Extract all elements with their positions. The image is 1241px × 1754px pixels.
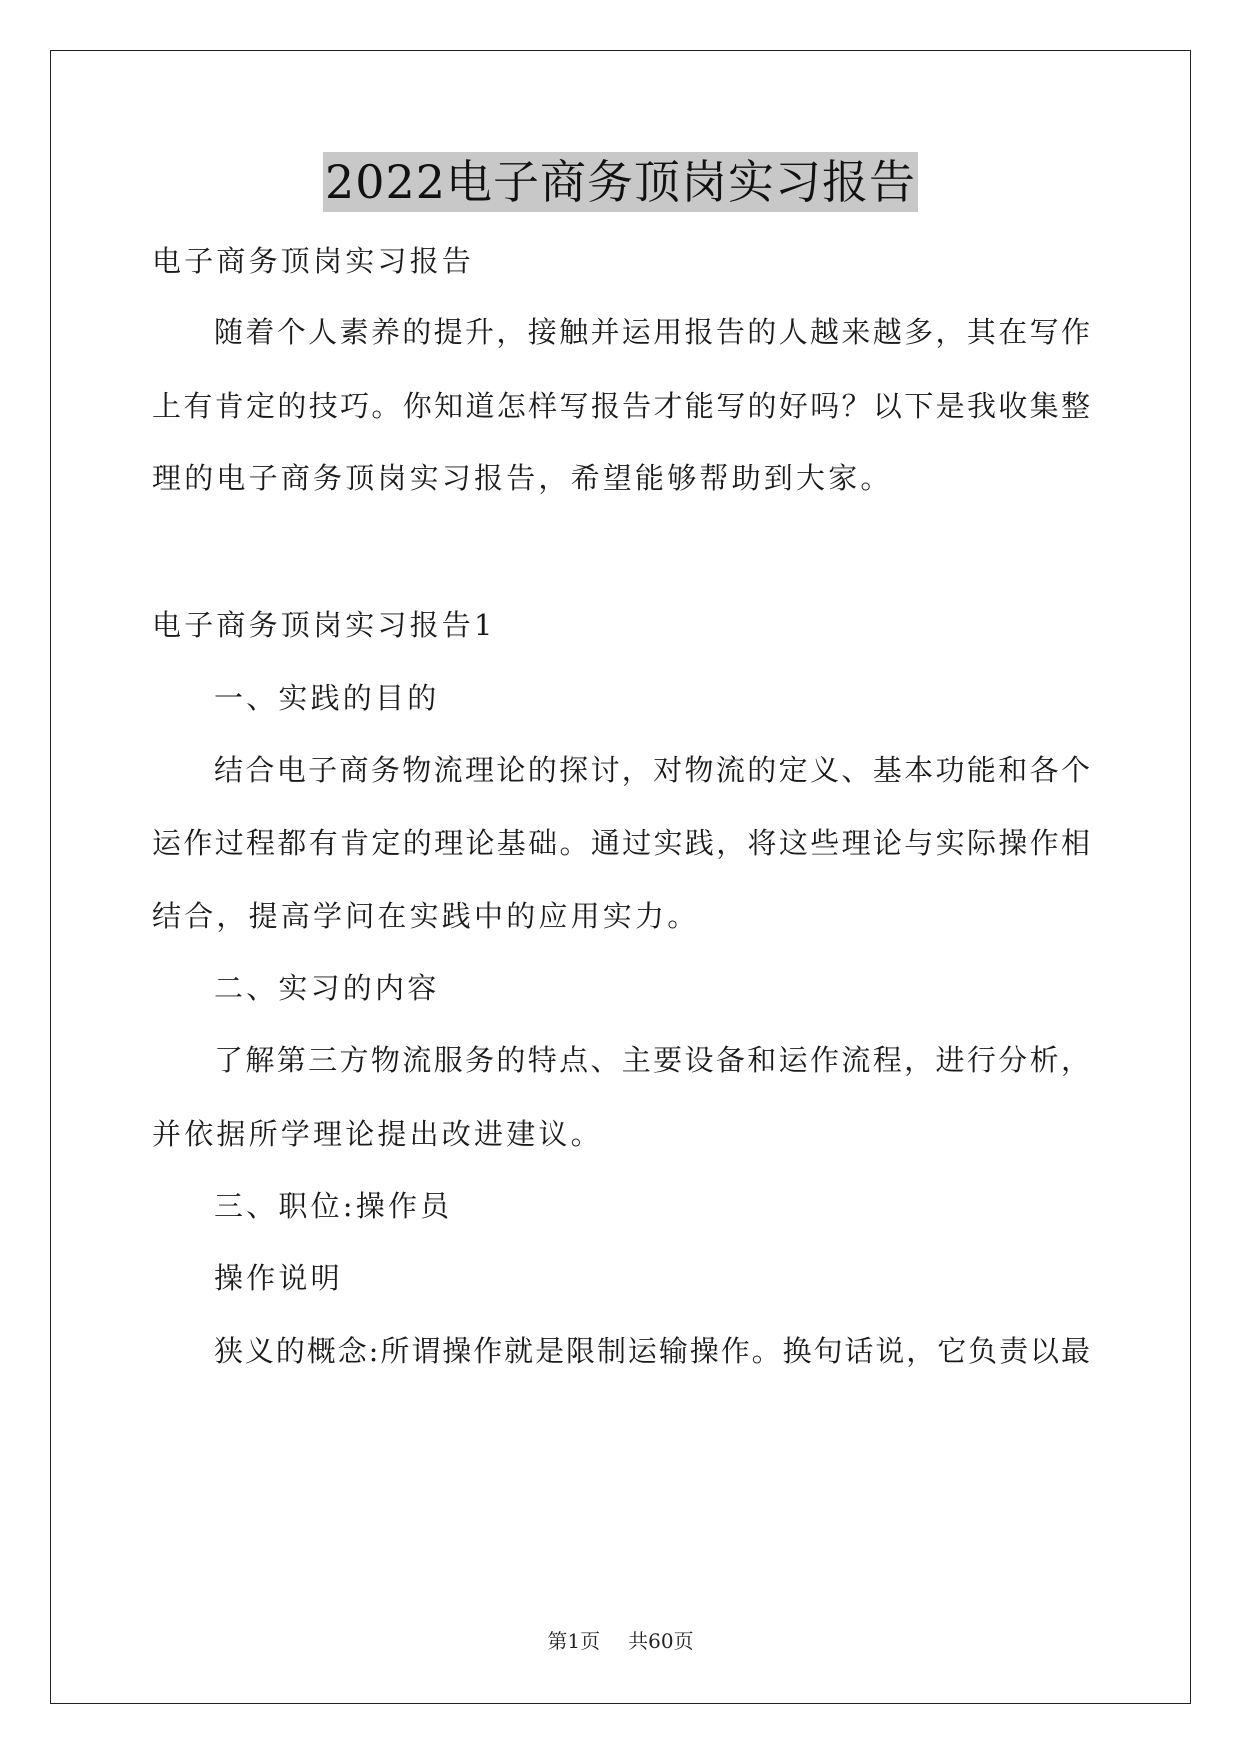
paragraph-line: 狭义的概念:所谓操作就是限制运输操作。换句话说，它负责以最 bbox=[214, 1334, 1090, 1368]
paragraph-line: 上有肯定的技巧。你知道怎样写报告才能写的好吗？以下是我收集整 bbox=[152, 389, 1090, 423]
subsection-heading: 一、实践的目的 bbox=[214, 681, 440, 715]
paragraph-line: 结合电子商务物流理论的探讨，对物流的定义、基本功能和各个 bbox=[214, 753, 1090, 787]
section-heading: 电子商务顶岗实习报告1 bbox=[152, 608, 496, 642]
paragraph-line: 随着个人素养的提升，接触并运用报告的人越来越多，其在写作 bbox=[214, 315, 1090, 349]
title-wrap bbox=[0, 152, 1241, 212]
document-title: 2022电子商务顶岗实习报告 bbox=[323, 152, 918, 212]
page-number: 第1页 bbox=[547, 1629, 601, 1653]
paragraph-line: 理的电子商务顶岗实习报告，希望能够帮助到大家。 bbox=[152, 461, 893, 495]
page-border bbox=[50, 50, 1191, 1704]
report-heading: 电子商务顶岗实习报告 bbox=[152, 244, 475, 278]
paragraph-line: 操作说明 bbox=[214, 1261, 343, 1295]
page-footer bbox=[0, 1628, 1241, 1654]
paragraph-line: 并依据所学理论提出改进建议。 bbox=[152, 1117, 603, 1151]
paragraph-line: 运作过程都有肯定的理论基础。通过实践，将这些理论与实际操作相 bbox=[152, 826, 1090, 860]
subsection-heading: 二、实习的内容 bbox=[214, 971, 440, 1005]
paragraph-line: 了解第三方物流服务的特点、主要设备和运作流程，进行分析， bbox=[214, 1043, 1090, 1077]
subsection-heading: 三、职位:操作员 bbox=[214, 1189, 453, 1223]
page-total: 共60页 bbox=[628, 1629, 694, 1653]
paragraph-line: 结合，提高学问在实践中的应用实力。 bbox=[152, 899, 700, 933]
